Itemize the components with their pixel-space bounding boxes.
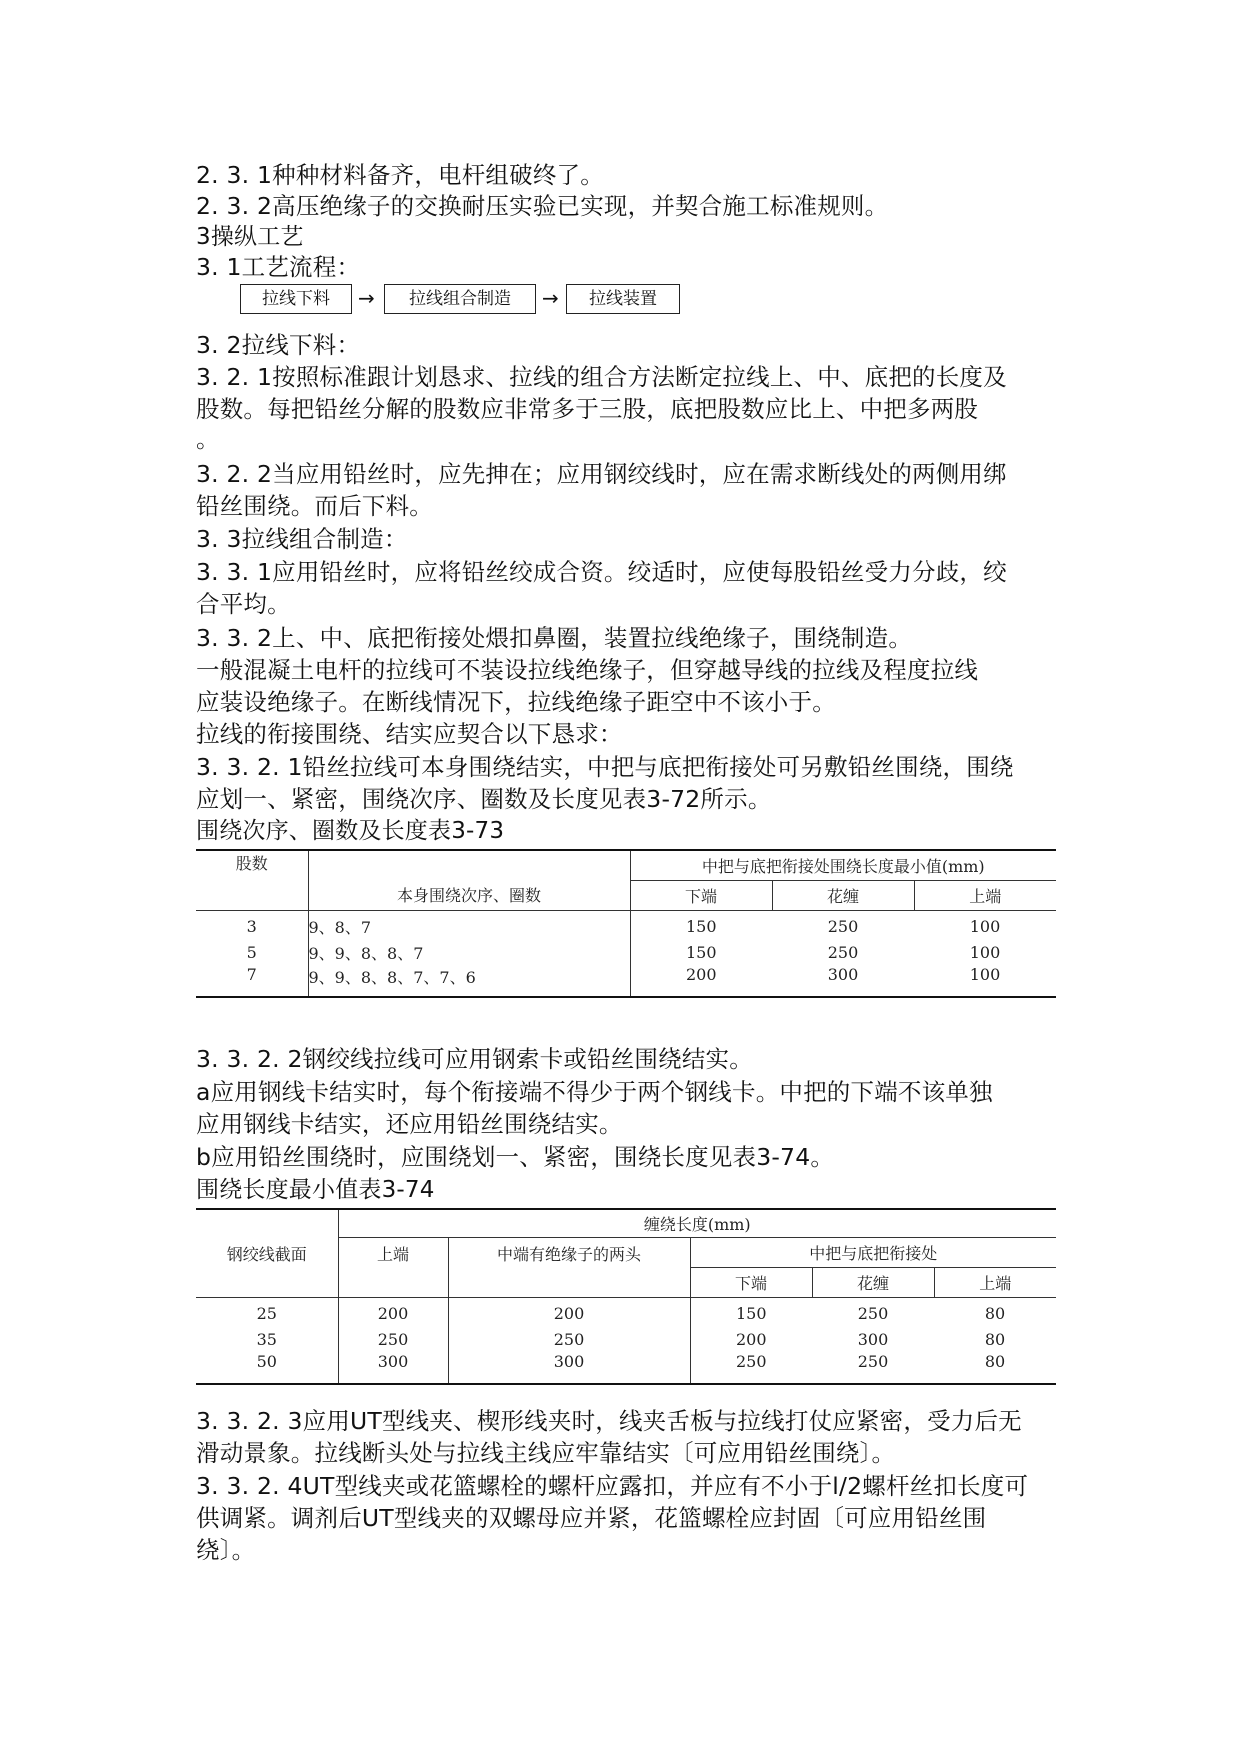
- table-cell: 80: [984, 1329, 1006, 1349]
- flow-step-assembly: 拉线组合制造: [384, 284, 536, 314]
- table-cell: 80: [934, 1297, 1056, 1326]
- paragraph-3-3-2-1-line2: 应划一、紧密，围绕次序、圈数及长度见表3-72所示。: [196, 785, 772, 813]
- header-wrap-length: 缠绕长度(mm): [338, 1209, 1056, 1237]
- paragraph-3-3-2-4-line2: 供调紧。调剂后UT型线夹的双螺母应并紧，花篮螺栓应封固〔可应用铅丝围: [196, 1504, 987, 1532]
- header-mid-insulator: 中端有绝缘子的两头: [448, 1237, 690, 1297]
- table-cell: 50: [196, 1352, 338, 1384]
- paragraph-3-3-2-4-line1: 3. 3. 2. 4UT型线夹或花篮螺栓的螺杆应露扣，并应有不小于l/2螺杆丝扣长度可: [196, 1472, 1029, 1500]
- table-cell: 200: [630, 965, 772, 997]
- table-wrap-turns: [196, 849, 1056, 998]
- paragraph-3-2-1-line1: 3. 2. 1按照标准跟计划恳求、拉线的组合方法断定拉线上、中、底把的长度及: [196, 363, 1007, 391]
- header-upper: 上端: [934, 1267, 1056, 1297]
- paragraph-3-3-2-3-line1: 3. 3. 2. 3应用UT型线夹、楔形线夹时，线夹舌板与拉线打仗应紧密，受力后无: [196, 1407, 1022, 1435]
- table-cell: 250: [690, 1352, 812, 1384]
- table-cell: 100: [914, 910, 1056, 939]
- header-joint-length: 中把与底把衔接处围绕长度最小值(mm): [630, 850, 1056, 880]
- flow-step-install: 拉线装置: [566, 284, 680, 314]
- paragraph-a-line2: 应用钢线卡结实，还应用铅丝围绕结实。: [196, 1110, 623, 1138]
- table-cell: 100: [914, 965, 1056, 997]
- table-cell: 250: [772, 910, 914, 939]
- table-cell: 100: [969, 942, 1001, 962]
- flow-arrow-2: →: [542, 286, 559, 310]
- paragraph-3-3: 3. 3拉线组合制造：: [196, 525, 408, 553]
- flow-arrow-1: →: [358, 286, 375, 310]
- table-cell: 3: [196, 910, 308, 939]
- paragraph-note-line2: 应装设绝缘子。在断线情况下，拉线绝缘子距空中不该小于。: [196, 688, 836, 716]
- paragraph-3-3-2: 3. 3. 2上、中、底把衔接处煨扣鼻圈，装置拉线绝缘子，围绕制造。: [196, 624, 913, 652]
- paragraph-3-3-2-2: 3. 3. 2. 2钢绞线拉线可应用钢索卡或铅丝围绕结实。: [196, 1045, 753, 1073]
- paragraph-3-1: 3. 1工艺流程：: [196, 253, 361, 281]
- header-flower: 花缠: [772, 880, 914, 910]
- header-flower: 花缠: [812, 1267, 934, 1297]
- section-heading-3: 3操纵工艺: [196, 224, 304, 250]
- paragraph-3-2-2-line1: 3. 2. 2当应用铅丝时，应先抻在；应用钢绞线时，应在需求断线处的两侧用绑: [196, 460, 1007, 488]
- table-cell: 300: [857, 1329, 889, 1349]
- paragraph-3-2-2-line2: 铅丝围绕。而后下料。: [196, 492, 433, 520]
- header-strands-spacer: [196, 880, 308, 910]
- paragraph-3-2-1-line2: 股数。每把铅丝分解的股数应非常多于三股，底把股数应比上、中把多两股: [196, 395, 979, 423]
- table-min-wrap-length: [196, 1208, 1056, 1385]
- paragraph-3-3-2-4-line3: 绕〕。: [196, 1536, 256, 1564]
- table-cell: 300: [338, 1352, 448, 1384]
- table-cell: 200: [448, 1297, 690, 1326]
- table-cell: 9、8、7: [308, 910, 630, 939]
- header-upper: 上端: [914, 880, 1056, 910]
- table-cell: 200: [690, 1326, 812, 1352]
- table-cell: 5: [246, 942, 257, 962]
- header-lower: 下端: [630, 880, 772, 910]
- paragraph-a-line1: a应用钢线卡结实时，每个衔接端不得少于两个钢线卡。中把的下端不该单独: [196, 1078, 993, 1106]
- paragraph-3-3-1-line1: 3. 3. 1应用铅丝时，应将铅丝绞成合资。绞适时，应使每股铅丝受力分歧，绞: [196, 558, 1007, 586]
- flow-step-cutting: 拉线下料: [240, 284, 352, 314]
- table-cell: 250: [827, 942, 859, 962]
- paragraph-requirements: 拉线的衔接围绕、结实应契合以下恳求：: [196, 720, 623, 748]
- header-joint: 中把与底把衔接处: [690, 1237, 1056, 1267]
- table-cell: 150: [630, 939, 772, 965]
- table-cell: 250: [812, 1297, 934, 1326]
- table-cell: 250: [448, 1326, 690, 1352]
- header-top: 上端: [338, 1237, 448, 1297]
- table-cell: 9、9、8、8、7: [308, 939, 630, 965]
- header-lower: 下端: [690, 1267, 812, 1297]
- paragraph-note-line1: 一般混凝土电杆的拉线可不装设拉线绝缘子，但穿越导线的拉线及程度拉线: [196, 656, 979, 684]
- table-cell: 80: [934, 1352, 1056, 1384]
- paragraph-2-3-2: 2. 3. 2高压绝缘子的交换耐压实验已实现，并契合施工标准规则。: [196, 192, 889, 220]
- table-cell: 250: [338, 1326, 448, 1352]
- paragraph-3-3-2-1-line1: 3. 3. 2. 1铅丝拉线可本身围绕结实，中把与底把衔接处可另敷铅丝围绕，围绕: [196, 753, 1014, 781]
- paragraph-2-3-1: 2. 3. 1种种材料备齐，电杆组破终了。: [196, 161, 604, 189]
- paragraph-3-2: 3. 2拉线下料：: [196, 331, 361, 359]
- header-self-wrap: 本身围绕次序、圈数: [308, 850, 630, 910]
- paragraph-3-3-2-3-line2: 滑动景象。拉线断头处与拉线主线应牢靠结实〔可应用铅丝围绕〕。: [196, 1439, 896, 1467]
- table-cell: 150: [630, 910, 772, 939]
- table-cell: 300: [772, 965, 914, 997]
- table-cell: 9、9、8、8、7、7、6: [308, 965, 630, 997]
- table-cell: 250: [812, 1352, 934, 1384]
- paragraph-3-3-1-line2: 合平均。: [196, 590, 291, 618]
- table2-title: 围绕长度最小值表3-74: [196, 1177, 435, 1203]
- paragraph-b: b应用铅丝围绕时，应围绕划一、紧密，围绕长度见表3-74。: [196, 1143, 835, 1171]
- header-section: 钢绞线截面: [196, 1209, 338, 1297]
- table-cell: 25: [196, 1297, 338, 1326]
- table-cell: 200: [338, 1297, 448, 1326]
- table1-title: 围绕次序、圈数及长度表3-73: [196, 818, 505, 844]
- table-cell: 7: [196, 965, 308, 997]
- paragraph-3-2-1-line3: 。: [196, 425, 220, 453]
- table-cell: 300: [448, 1352, 690, 1384]
- table-cell: 150: [690, 1297, 812, 1326]
- header-strands: 股数: [196, 850, 308, 880]
- table-cell: 35: [256, 1329, 277, 1349]
